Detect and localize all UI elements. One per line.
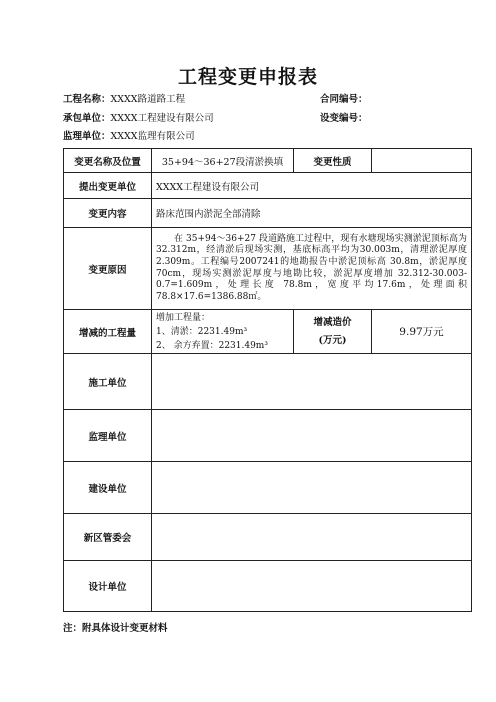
project-name-label: 工程名称： [63,94,111,105]
committee-label: 新区管委会 [64,514,152,561]
table-row [64,310,472,354]
table-row [64,199,472,228]
table-row [64,462,472,514]
supervision-unit-value [152,410,472,462]
contractor-row [63,110,214,124]
table-row [64,173,472,199]
change-no-label: 设变编号： [320,113,368,124]
supervisor-label: 监理单位： [63,131,111,142]
project-name-value: XXXX路道路工程 [110,94,186,105]
content-value: 路床范围内淤泥全部清除 [152,199,472,228]
contractor-label: 承包单位： [63,113,111,124]
design-unit-label: 设计单位 [64,561,152,612]
proposer-value: XXXX工程建设有限公司 [152,173,472,199]
change-nature-value [372,149,472,173]
contract-no-label: 合同编号： [320,94,368,105]
construction-unit-label: 施工单位 [64,354,152,410]
table-row [64,354,472,410]
supervisor-value: XXXX监理有限公司 [110,131,195,142]
table-row [64,514,472,561]
change-nature-label: 变更性质 [294,149,372,173]
change-no-row [320,110,368,124]
table-row [64,228,472,310]
change-name-value: 35+94～36+27段清淤换填 [152,149,294,173]
reason-label: 变更原因 [64,228,152,310]
supervisor-row [63,128,195,142]
qty-label: 增减的工程量 [64,310,152,354]
qty-line-2: 1、清淤：2231.49m³ [156,326,248,337]
cost-label-line-2: (万元) [318,334,347,346]
qty-cell [152,310,294,354]
change-form-table [63,148,472,612]
table-row [64,149,472,173]
content-label: 变更内容 [64,199,152,228]
contract-no-row [320,91,368,105]
design-unit-value [152,561,472,612]
owner-unit-label: 建设单位 [64,462,152,514]
committee-value [152,514,472,561]
proposer-label: 提出变更单位 [64,173,152,199]
page-title: 工程变更申报表 [177,66,318,88]
cost-value: 9.97万元 [372,310,472,354]
construction-unit-value [152,354,472,410]
reason-value: 在 35+94～36+27 段道路施工过程中，现有水塘现场实测淤泥顶标高为32.312m，经清淤后现场实测，基底标高平均为30.003m，清理淤泥厚度2.309m。工程编号2007241的地勘报告中淤泥顶标高 30.8m，淤泥厚度 70cm，现场实测淤泥厚度与地勘比较，淤泥厚度增加 32.312-30.003-0.7=1.609m，处理长度 78.8m，宽度平均17.6m，处理面积78.8×17.6=1386.88㎡。 [156,233,467,302]
owner-unit-value [152,462,472,514]
footnote: 注：附具体设计变更材料 [63,623,168,634]
qty-line-3: 2、 余方弃置：2231.49m³ [156,340,268,351]
cost-label [294,310,372,354]
change-name-label: 变更名称及位置 [64,149,152,173]
table-row [64,561,472,612]
contractor-value: XXXX工程建设有限公司 [110,113,214,124]
cost-label-line-1: 增减造价 [313,316,352,328]
supervision-unit-label: 监理单位 [64,410,152,462]
project-name-row [63,91,185,105]
qty-line-1: 增加工程量： [156,312,211,323]
table-row [64,410,472,462]
reason-cell [152,228,472,310]
